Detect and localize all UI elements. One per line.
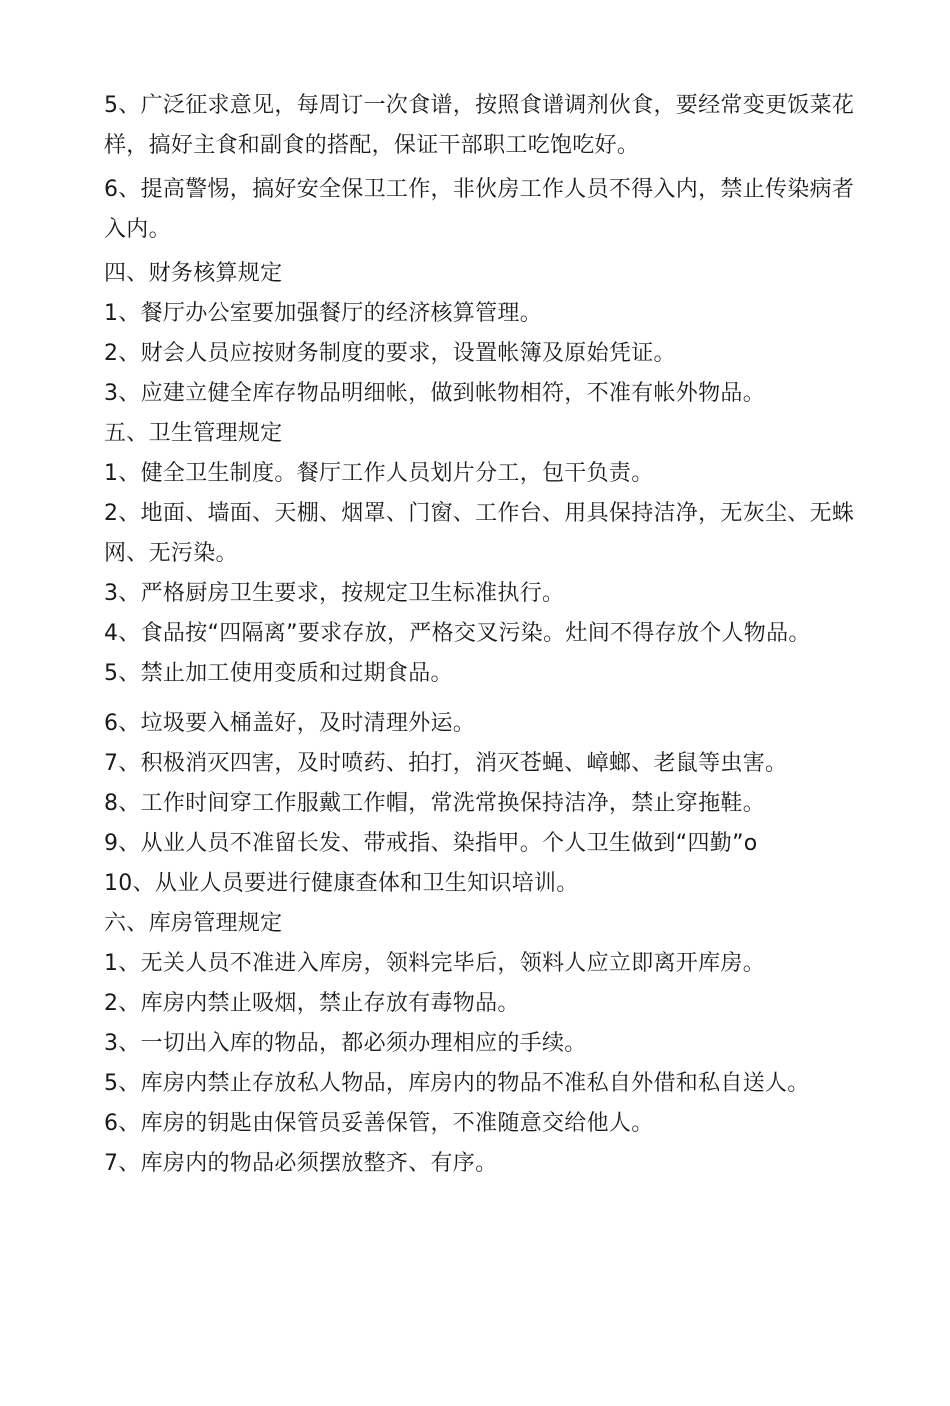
hygiene-rule-7: 7、积极消灭四害，及时喷药、拍打，消灭苍蝇、嶂螂、老鼠等虫害。 [104, 751, 788, 776]
finance-rule-1: 1、餐厅办公室要加强餐厅的经济核算管理。 [104, 301, 542, 326]
hygiene-rule-2: 2、地面、墙面、天棚、烟罩、门窗、工作台、用具保持洁净，无灰尘、无蛛网、无污染。 [104, 501, 855, 566]
canteen-rule-5: 5、广泛征求意见，每周订一次食谱，按照食谱调剂伙食，要经常变更饭菜花样，搞好主食和副食的搭配，保证干部职工吃饱吃好。 [104, 93, 855, 158]
finance-rule-3: 3、应建立健全库存物品明细帐，做到帐物相符，不准有帐外物品。 [104, 381, 765, 406]
document-body [104, 86, 856, 1184]
section-heading-hygiene: 五、卫生管理规定 [104, 421, 283, 446]
storeroom-rule-5: 5、库房内禁止存放私人物品，库房内的物品不准私自外借和私自送人。 [104, 1071, 810, 1096]
hygiene-rule-10: 10、从业人员要进行健康查体和卫生知识培训。 [104, 871, 579, 896]
section-heading-storeroom: 六、库房管理规定 [104, 911, 283, 936]
storeroom-rule-3: 3、一切出入库的物品，都必须办理相应的手续。 [104, 1031, 587, 1056]
section-heading-finance: 四、财务核算规定 [104, 261, 283, 286]
storeroom-rule-7: 7、库房内的物品必须摆放整齐、有序。 [104, 1151, 498, 1176]
finance-rule-2: 2、财会人员应按财务制度的要求，设置帐簿及原始凭证。 [104, 341, 676, 366]
storeroom-rule-6: 6、库房的钥匙由保管员妥善保管，不准随意交给他人。 [104, 1111, 654, 1136]
hygiene-rule-5: 5、禁止加工使用变质和过期食品。 [104, 661, 453, 686]
hygiene-rule-6: 6、垃圾要入桶盖好，及时清理外运。 [104, 711, 476, 736]
hygiene-rule-9: 9、从业人员不准留长发、带戒指、染指甲。个人卫生做到“四勤”o [104, 831, 758, 856]
hygiene-rule-1: 1、健全卫生制度。餐厅工作人员划片分工，包干负责。 [104, 461, 654, 486]
hygiene-rule-3: 3、严格厨房卫生要求，按规定卫生标准执行。 [104, 581, 565, 606]
hygiene-rule-4: 4、食品按“四隔离”要求存放，严格交叉污染。灶间不得存放个人物品。 [104, 621, 811, 646]
storeroom-rule-2: 2、库房内禁止吸烟，禁止存放有毒物品。 [104, 991, 520, 1016]
hygiene-rule-8: 8、工作时间穿工作服戴工作帽，常洗常换保持洁净，禁止穿拖鞋。 [104, 791, 765, 816]
canteen-rule-6: 6、提高警惕，搞好安全保卫工作，非伙房工作人员不得入内，禁止传染病者入内。 [104, 177, 855, 242]
storeroom-rule-1: 1、无关人员不准进入库房，领料完毕后，领料人应立即离开库房。 [104, 951, 765, 976]
